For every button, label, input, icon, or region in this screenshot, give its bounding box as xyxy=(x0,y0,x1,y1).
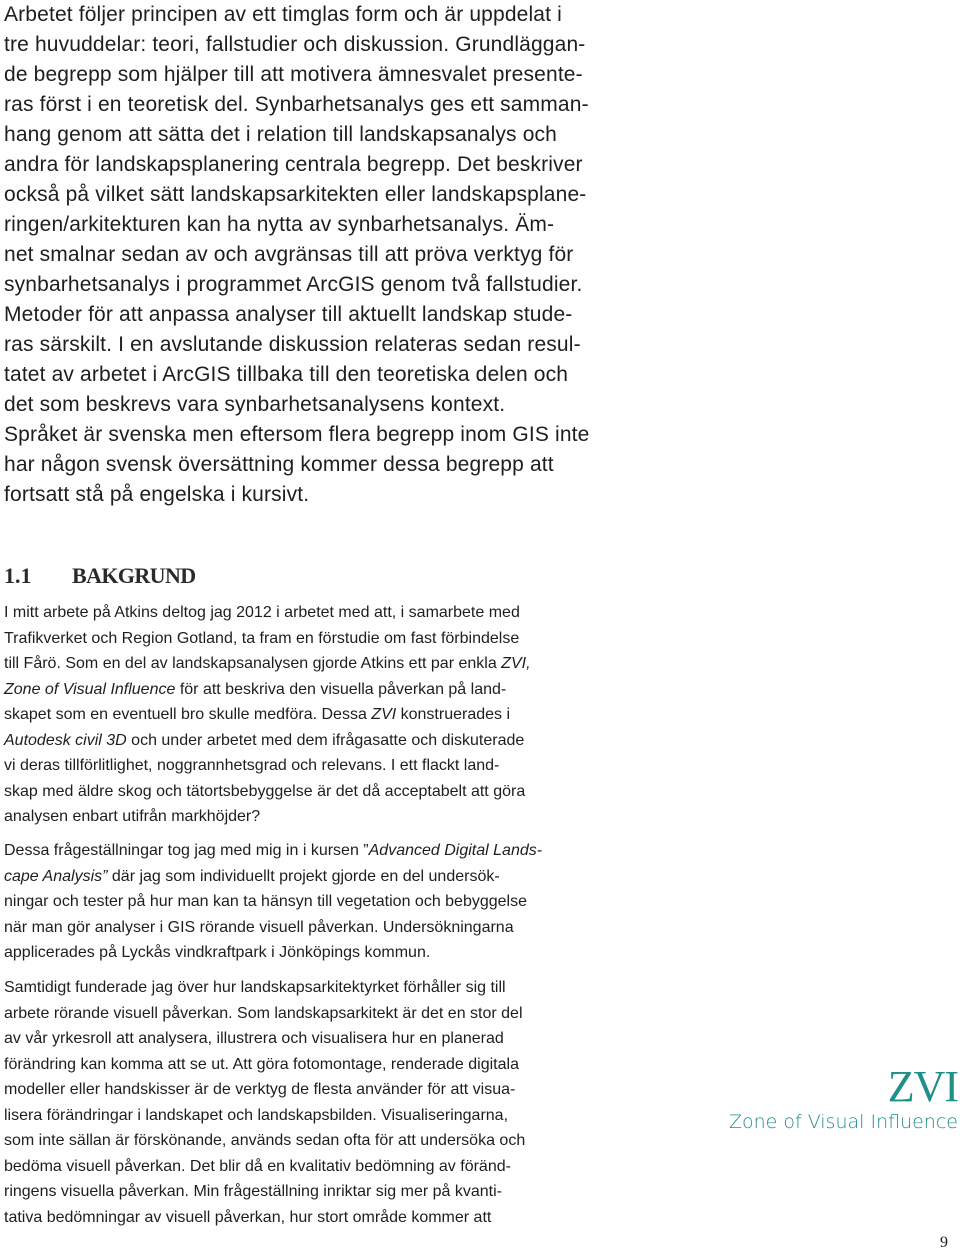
text-line: när man gör analyser i GIS rörande visuell påverkan. Undersökningarna xyxy=(4,918,514,936)
text-line: fortsatt stå på engelska i kursivt. xyxy=(4,483,310,506)
background-paragraph-2 xyxy=(4,838,627,966)
text-line: bedöma visuell påverkan. Det blir då en kvalitativ bedömning av föränd- xyxy=(4,1157,511,1175)
background-paragraph-3 xyxy=(4,975,627,1230)
text-line: också på vilket sätt landskapsarkitekten eller landskapsplane- xyxy=(4,183,587,206)
text-run: där jag som individuellt projekt gjorde en del undersök- xyxy=(107,867,500,885)
text-line: analysen enbart utifrån markhöjder? xyxy=(4,808,261,825)
text-line: Arbetet följer principen av ett timglas form och är uppdelat i xyxy=(4,3,562,26)
italic-term: Advanced Digital Lands- xyxy=(368,842,543,859)
section-number: 1.1 xyxy=(4,563,32,588)
text-run: skapet som en eventuell bro skulle medföra. Dessa xyxy=(4,706,372,723)
text-line xyxy=(4,838,627,864)
italic-term: ZVI, xyxy=(501,655,531,672)
text-line: av vår yrkesroll att analysera, illustrera och visualisera hur en planerad xyxy=(4,1030,504,1047)
text-line: tatet av arbetet i ArcGIS tillbaka till den teoretiska delen och xyxy=(4,363,569,386)
text-line: tre huvuddelar: teori, fallstudier och diskussion. Grundläggan- xyxy=(4,33,586,56)
text-line: har någon svensk översättning kommer dessa begrepp att xyxy=(4,453,554,476)
text-line: Metoder för att anpassa analyser till aktuellt landskap stude- xyxy=(4,303,573,326)
text-line: vi deras tillförlitlighet, noggrannhetsgrad och relevans. I ett flackt land- xyxy=(4,757,500,774)
intro-paragraph xyxy=(4,0,644,510)
text-run: och under arbetet med dem ifrågasatte och diskuterade xyxy=(126,731,525,749)
text-line: de begrepp som hjälper till att motivera ämnesvalet presente- xyxy=(4,63,583,86)
section-heading xyxy=(4,563,196,597)
text-line: Samtidigt funderade jag över hur landskapsarkitektyrket förhåller sig till xyxy=(4,979,506,996)
text-line: I mitt arbete på Atkins deltog jag 2012 i arbetet med att, i samarbete med xyxy=(4,604,520,621)
text-line: ras först i en teoretisk del. Synbarhetsanalys ges ett samman- xyxy=(4,93,589,116)
text-line: arbete rörande visuell påverkan. Som landskapsarkitekt är det en stor del xyxy=(4,1004,523,1022)
text-line: förändring kan komma att se ut. Att göra fotomontage, renderade digitala xyxy=(4,1055,519,1073)
text-line: modeller eller handskisser är de verktyg de flesta använder för att visua- xyxy=(4,1081,516,1098)
zvi-title: ZVI xyxy=(887,1062,958,1111)
text-run: för att beskriva den visuella påverkan på land- xyxy=(175,680,507,698)
text-line: hang genom att sätta det i relation till landskapsanalys och xyxy=(4,123,558,146)
italic-term: Autodesk civil 3D xyxy=(4,731,127,749)
text-run: konstruerades i xyxy=(396,706,511,723)
text-line: tativa bedömningar av visuell påverkan, hur stort område kommer att xyxy=(4,1208,492,1226)
text-line xyxy=(4,651,627,677)
text-line: skap med äldre skog och tätortsbebyggelse är det då acceptabelt att göra xyxy=(4,782,526,800)
text-line: det som beskrevs vara synbarhetsanalysens kontext. xyxy=(4,393,506,416)
text-line: andra för landskapsplanering centrala begrepp. Det beskriver xyxy=(4,153,583,176)
text-line: ringen/arkitekturen kan ha nytta av synbarhetsanalys. Äm- xyxy=(4,213,555,236)
text-line: lisera förändringar i landskapet och landskapsbilden. Visualiseringarna, xyxy=(4,1106,509,1124)
text-line: Trafikverket och Region Gotland, ta fram en förstudie om fast förbindelse xyxy=(4,629,520,647)
text-line: ringens visuella påverkan. Min frågeställning inriktar sig mer på kvanti- xyxy=(4,1183,502,1200)
text-line xyxy=(4,702,627,728)
text-run: till Fårö. Som en del av landskapsanalysen gjorde Atkins ett par enkla xyxy=(4,655,502,672)
text-line xyxy=(4,728,627,754)
text-line xyxy=(4,677,627,703)
text-line: applicerades på Lyckås vindkraftpark i Jönköpings kommun. xyxy=(4,944,431,961)
zvi-margin-label xyxy=(686,1064,958,1134)
italic-term: Zone of Visual Influence xyxy=(4,680,176,698)
text-line xyxy=(4,864,627,890)
text-line: ningar och tester på hur man kan ta hänsyn till vegetation och bebyggelse xyxy=(4,893,527,910)
page-number: 9 xyxy=(940,1234,948,1251)
text-line: synbarhetsanalys i programmet ArcGIS genom två fallstudier. xyxy=(4,273,583,296)
text-line: ras särskilt. I en avslutande diskussion relateras sedan resul- xyxy=(4,333,581,356)
text-line: som inte sällan är förskönande, används sedan ofta för att undersöka och xyxy=(4,1132,526,1149)
text-line: Språket är svenska men eftersom flera begrepp inom GIS inte xyxy=(4,423,590,446)
italic-term: ZVI xyxy=(371,706,397,723)
background-paragraph-1 xyxy=(4,600,627,830)
text-run: Dessa frågeställningar tog jag med mig in i kursen ” xyxy=(4,842,369,859)
italic-term: cape Analysis” xyxy=(4,867,108,885)
zvi-subtitle: Zone of Visual Influence xyxy=(728,1111,958,1133)
text-line: net smalnar sedan av och avgränsas till att pröva verktyg för xyxy=(4,243,574,266)
section-title: BAKGRUND xyxy=(72,563,196,588)
